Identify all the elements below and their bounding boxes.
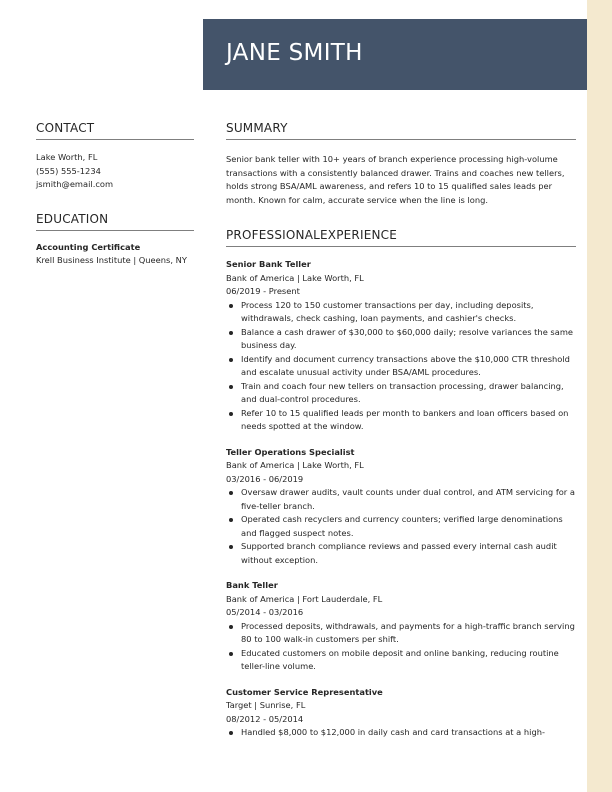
job-bullets: [226, 486, 576, 567]
job-bullet: Operated cash recyclers and currency counters; verified large denominations and flagged suspect notes.: [226, 513, 576, 540]
name-banner: [203, 19, 587, 90]
right-column: [226, 120, 576, 752]
job-entry: [226, 258, 576, 434]
job-employer: Bank of America | Lake Worth, FL: [226, 460, 364, 470]
contact-email[interactable]: jsmith@email.com: [36, 179, 114, 189]
job-title: Bank Teller: [226, 580, 278, 590]
experience-heading: PROFESSIONALEXPERIENCE: [226, 227, 576, 247]
contact-heading: CONTACT: [36, 120, 194, 140]
job-bullets: [226, 726, 576, 740]
job-dates: 06/2019 - Present: [226, 286, 300, 296]
job-employer: Bank of America | Fort Lauderdale, FL: [226, 593, 383, 604]
education-heading: EDUCATION: [36, 211, 194, 231]
job-bullet: Educated customers on mobile deposit and online banking, reducing routine teller-line volume.: [226, 647, 576, 674]
education-entry: [36, 241, 194, 268]
job-bullet: Process 120 to 150 customer transactions per day, including deposits, withdrawals, check cashing, loan payments, and cashier's checks.: [226, 299, 576, 326]
job-employer: Bank of America | Lake Worth, FL: [226, 272, 364, 283]
job-bullet: Identify and document currency transactions above the $10,000 CTR threshold and escalate unusual activity under BSA/AML procedures.: [226, 353, 576, 380]
job-title: Senior Bank Teller: [226, 259, 311, 269]
job-entry: [226, 579, 576, 674]
job-bullet: Refer 10 to 15 qualified leads per month to bankers and loan officers based on needs spotted at the window.: [226, 407, 576, 434]
job-bullets: [226, 620, 576, 674]
job-entry: [226, 686, 576, 741]
job-dates: 03/2016 - 06/2019: [226, 473, 304, 484]
job-bullets: [226, 299, 576, 434]
experience-list: [226, 258, 576, 740]
job-bullet: Oversaw drawer audits, vault counts under dual control, and ATM servicing for a five-teller branch.: [226, 486, 576, 513]
left-column: [36, 120, 194, 268]
job-title: Teller Operations Specialist: [226, 446, 355, 457]
job-bullet: Handled $8,000 to $12,000 in daily cash and card transactions at a high-: [226, 726, 576, 740]
summary-heading: SUMMARY: [226, 120, 576, 140]
job-bullet: Train and coach four new tellers on transaction processing, drawer balancing, and dual-control procedures.: [226, 380, 576, 407]
contact-details: [36, 151, 194, 192]
contact-phone: (555) 555-1234: [36, 165, 101, 176]
education-degree: Accounting Certificate: [36, 241, 141, 252]
job-bullet: Processed deposits, withdrawals, and payments for a high-traffic branch serving 80 to 100 walk-in customers per shift.: [226, 620, 576, 647]
summary-text: Senior bank teller with 10+ years of branch experience processing high-volume transactions with a consistently balanced drawer. Trains and coaches new tellers, holds strong BSA/AML awareness, and refers 10 to 15 qualified sales leads per month. Known for calm, accurate service when the line is long.: [226, 154, 565, 205]
side-accent-strip: [587, 0, 612, 792]
job-title: Customer Service Representative: [226, 686, 383, 697]
education-school: Krell Business Institute | Queens, NY: [36, 255, 187, 265]
job-dates: 08/2012 - 05/2014: [226, 713, 304, 724]
job-employer: Target | Sunrise, FL: [226, 700, 306, 710]
job-entry: [226, 446, 576, 568]
job-bullet: Supported branch compliance reviews and passed every internal cash audit without exception.: [226, 540, 576, 567]
job-bullet: Balance a cash drawer of $30,000 to $60,000 daily; resolve variances the same business day.: [226, 326, 576, 353]
candidate-name: JANE SMITH: [226, 40, 363, 66]
job-dates: 05/2014 - 03/2016: [226, 607, 304, 617]
contact-location: Lake Worth, FL: [36, 152, 98, 162]
